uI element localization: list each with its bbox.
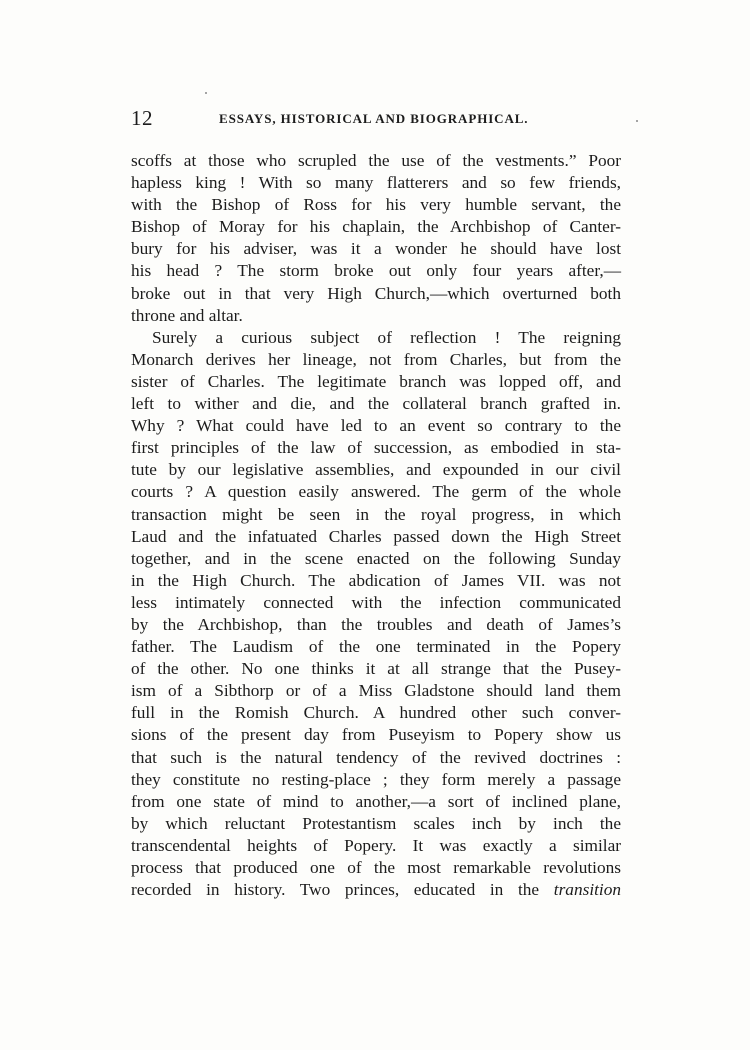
text-line: courts ? A question easily answered. The germ of the whole <box>131 482 621 502</box>
text-line: tute by our legislative assemblies, and expounded in our civil <box>131 460 621 480</box>
text-line: process that produced one of the most remarkable revolutions <box>131 858 621 877</box>
body-text <box>131 150 621 901</box>
text-line-final <box>131 879 621 901</box>
text-line: less intimately connected with the infection communicated <box>131 592 621 612</box>
text-line: by which reluctant Protestantism scales inch by inch the <box>131 813 621 833</box>
text-line: throne and altar. <box>131 305 243 325</box>
text-line: transcendental heights of Popery. It was exactly a similar <box>131 835 621 855</box>
page-number: 12 <box>131 106 153 130</box>
text-line: that such is the natural tendency of the revived doctrines : <box>131 747 621 767</box>
text-line: ism of a Sibthorp or of a Miss Gladstone should land them <box>131 681 621 701</box>
text-line: in the High Church. The abdication of James VII. was not <box>131 570 621 590</box>
paper-speck <box>205 92 207 94</box>
paper-speck <box>636 120 638 122</box>
text-line: hapless king ! With so many flatterers and so few friends, <box>131 173 621 193</box>
text-line: scoffs at those who scrupled the use of the vestments.” Poor <box>131 151 621 170</box>
text-line: Monarch derives her lineage, not from Charles, but from the <box>131 349 621 369</box>
text-line: sister of Charles. The legitimate branch was lopped off, and <box>131 371 621 391</box>
text-line: with the Bishop of Ross for his very humble servant, the <box>131 195 621 215</box>
text-line: Why ? What could have led to an event so contrary to the <box>131 416 621 436</box>
text-line: left to wither and die, and the collateral branch grafted in. <box>131 394 621 414</box>
text-line: by the Archbishop, than the troubles and death of James’s <box>131 614 621 634</box>
text-line: transaction might be seen in the royal progress, in which <box>131 504 621 524</box>
text-segment: recorded in history. Two princes, educated in the <box>131 880 554 900</box>
page-header <box>131 104 621 132</box>
text-line: of the other. No one thinks it at all strange that the Pusey- <box>131 659 621 679</box>
running-head: ESSAYS, HISTORICAL AND BIOGRAPHICAL. <box>219 111 529 126</box>
text-line: broke out in that very High Church,—which overturned both <box>131 283 621 303</box>
text-line: bury for his adviser, was it a wonder he should have lost <box>131 239 621 259</box>
text-line: Laud and the infatuated Charles passed down the High Street <box>131 526 621 546</box>
italic-word: transition <box>553 880 621 900</box>
text-line: his head ? The storm broke out only four years after,— <box>131 261 621 281</box>
text-line: Surely a curious subject of reflection ! The reigning <box>152 327 621 347</box>
text-line: together, and in the scene enacted on the following Sunday <box>131 548 621 568</box>
text-line: full in the Romish Church. A hundred other such conver- <box>131 703 621 723</box>
text-line: sions of the present day from Puseyism to Popery show us <box>131 725 621 745</box>
text-line: father. The Laudism of the one terminated in the Popery <box>131 637 621 657</box>
text-line: first principles of the law of succession, as embodied in sta- <box>131 438 621 458</box>
text-line: from one state of mind to another,—a sort of inclined plane, <box>131 791 621 811</box>
text-line: Bishop of Moray for his chaplain, the Archbishop of Canter- <box>131 217 621 237</box>
text-line: they constitute no resting-place ; they form merely a passage <box>131 769 621 789</box>
